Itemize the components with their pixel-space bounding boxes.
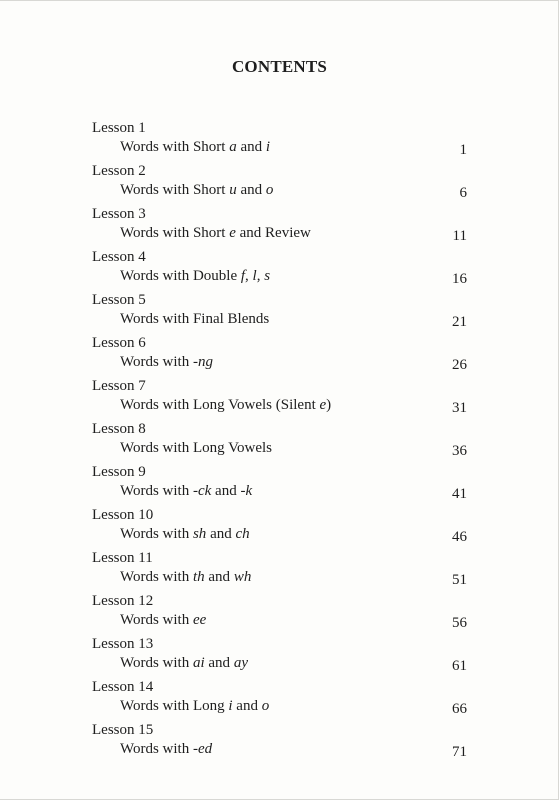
lesson-title-italic: u (229, 182, 237, 198)
lesson-title (120, 654, 248, 672)
lesson-title-text: Words with (120, 483, 193, 499)
lesson-title (120, 482, 252, 500)
lesson-title-italic: f (240, 268, 246, 284)
lesson-title (120, 310, 269, 328)
lesson-number: Lesson 12 (92, 593, 154, 609)
lesson-title-text: Words with Long Vowels (Silent (120, 397, 320, 413)
page-number: 31 (452, 400, 467, 416)
lesson-title-text: and (236, 182, 266, 198)
lesson-title-italic: o (265, 182, 274, 198)
lesson-title-text: Words with Double (120, 268, 241, 284)
lesson-title-italic: wh (233, 569, 252, 585)
lesson-title (120, 740, 212, 758)
lesson-title-text: , (245, 268, 253, 284)
page-number: 61 (452, 658, 467, 674)
toc-entry (0, 291, 559, 335)
lesson-title-italic: e (319, 397, 327, 413)
lesson-title-italic: ai (192, 655, 205, 671)
lesson-number: Lesson 15 (92, 722, 154, 738)
lesson-title-text: Words with Final Blends (120, 311, 270, 327)
page-number: 56 (452, 615, 467, 631)
page-number: 41 (452, 486, 467, 502)
page-title: CONTENTS (231, 57, 328, 76)
lesson-title (120, 697, 269, 715)
lesson-title-italic: ee (192, 612, 207, 628)
lesson-title-italic: -ed (192, 741, 213, 757)
lesson-title-italic: -k (240, 483, 253, 499)
lesson-title-text: Words with (120, 569, 193, 585)
page-number: 71 (452, 744, 467, 760)
lesson-title (120, 439, 272, 457)
lesson-title-text: Words with Short (120, 225, 230, 241)
lesson-title-text: ) (326, 397, 332, 413)
toc-entry (0, 678, 559, 722)
lesson-title (120, 396, 331, 414)
lesson-title-italic: -ck (192, 483, 212, 499)
lesson-title-text: Words with (120, 655, 193, 671)
lesson-number: Lesson 14 (92, 679, 154, 695)
page-number: 46 (452, 529, 467, 545)
lesson-title-italic: i (228, 698, 233, 714)
lesson-title-text: Words with (120, 612, 193, 628)
lesson-title-italic: ch (235, 526, 250, 542)
page-number: 66 (452, 701, 467, 717)
lesson-title-text: and (211, 483, 241, 499)
lesson-title-text: and (236, 139, 266, 155)
lesson-number: Lesson 8 (92, 421, 146, 437)
toc-entry (0, 549, 559, 593)
lesson-number: Lesson 3 (92, 206, 146, 222)
lesson-title (120, 267, 270, 285)
lesson-title-text: and Review (235, 225, 311, 241)
lesson-number: Lesson 9 (92, 464, 146, 480)
lesson-title (120, 181, 273, 199)
lesson-number: Lesson 1 (92, 120, 146, 136)
lesson-title-italic: s (264, 268, 271, 284)
toc-entry (0, 506, 559, 550)
toc-entry (0, 248, 559, 292)
page-number: 36 (452, 443, 467, 459)
lesson-number: Lesson 4 (92, 249, 146, 265)
lesson-title-italic: a (229, 139, 237, 155)
lesson-title-italic: i (265, 139, 271, 155)
lesson-number: Lesson 5 (92, 292, 146, 308)
lesson-number: Lesson 13 (92, 636, 154, 652)
page-number: 26 (452, 357, 467, 373)
lesson-number: Lesson 7 (92, 378, 146, 394)
page-number: 21 (452, 314, 467, 330)
lesson-title (120, 138, 270, 156)
lesson-title (120, 224, 311, 242)
lesson-title-text: Words with (120, 526, 193, 542)
page-number: 6 (459, 185, 467, 201)
lesson-title-text: Words with Long Vowels (120, 440, 272, 456)
lesson-title (120, 611, 206, 629)
page-number: 1 (459, 142, 467, 158)
lesson-title-italic: o (261, 698, 270, 714)
lesson-title-italic: l (252, 268, 257, 284)
lesson-title-text: and (204, 569, 234, 585)
toc-entry (0, 721, 559, 765)
toc-entry (0, 463, 559, 507)
lesson-title-text: and (204, 655, 234, 671)
toc-entry (0, 334, 559, 378)
lesson-title-italic: e (229, 225, 236, 241)
toc-entry (0, 377, 559, 421)
page-number: 11 (452, 228, 467, 244)
toc-entry (0, 205, 559, 249)
lesson-title-text: and (232, 698, 262, 714)
toc-entry (0, 162, 559, 206)
lesson-title-italic: ay (233, 655, 248, 671)
lesson-number: Lesson 2 (92, 163, 146, 179)
lesson-number: Lesson 11 (92, 550, 153, 566)
lesson-title (120, 525, 250, 543)
lesson-title-text: Words with Long (120, 698, 229, 714)
page-number: 16 (452, 271, 467, 287)
lesson-number: Lesson 10 (92, 507, 154, 523)
lesson-title-text: , (256, 268, 265, 284)
lesson-number: Lesson 6 (92, 335, 146, 351)
page-number: 51 (452, 572, 467, 588)
lesson-title-text: Words with (120, 354, 193, 370)
lesson-title-text: and (206, 526, 236, 542)
lesson-title (120, 568, 251, 586)
lesson-title-italic: -ng (192, 354, 213, 370)
toc-entry (0, 592, 559, 636)
lesson-title-text: Words with (120, 741, 193, 757)
toc-entry (0, 635, 559, 679)
toc-entry (0, 119, 559, 163)
lesson-title-italic: th (192, 569, 205, 585)
lesson-title-italic: sh (192, 526, 207, 542)
lesson-title-text: Words with Short (120, 182, 230, 198)
toc-entry (0, 420, 559, 464)
lesson-title-text: Words with Short (120, 139, 230, 155)
lesson-title (120, 353, 213, 371)
